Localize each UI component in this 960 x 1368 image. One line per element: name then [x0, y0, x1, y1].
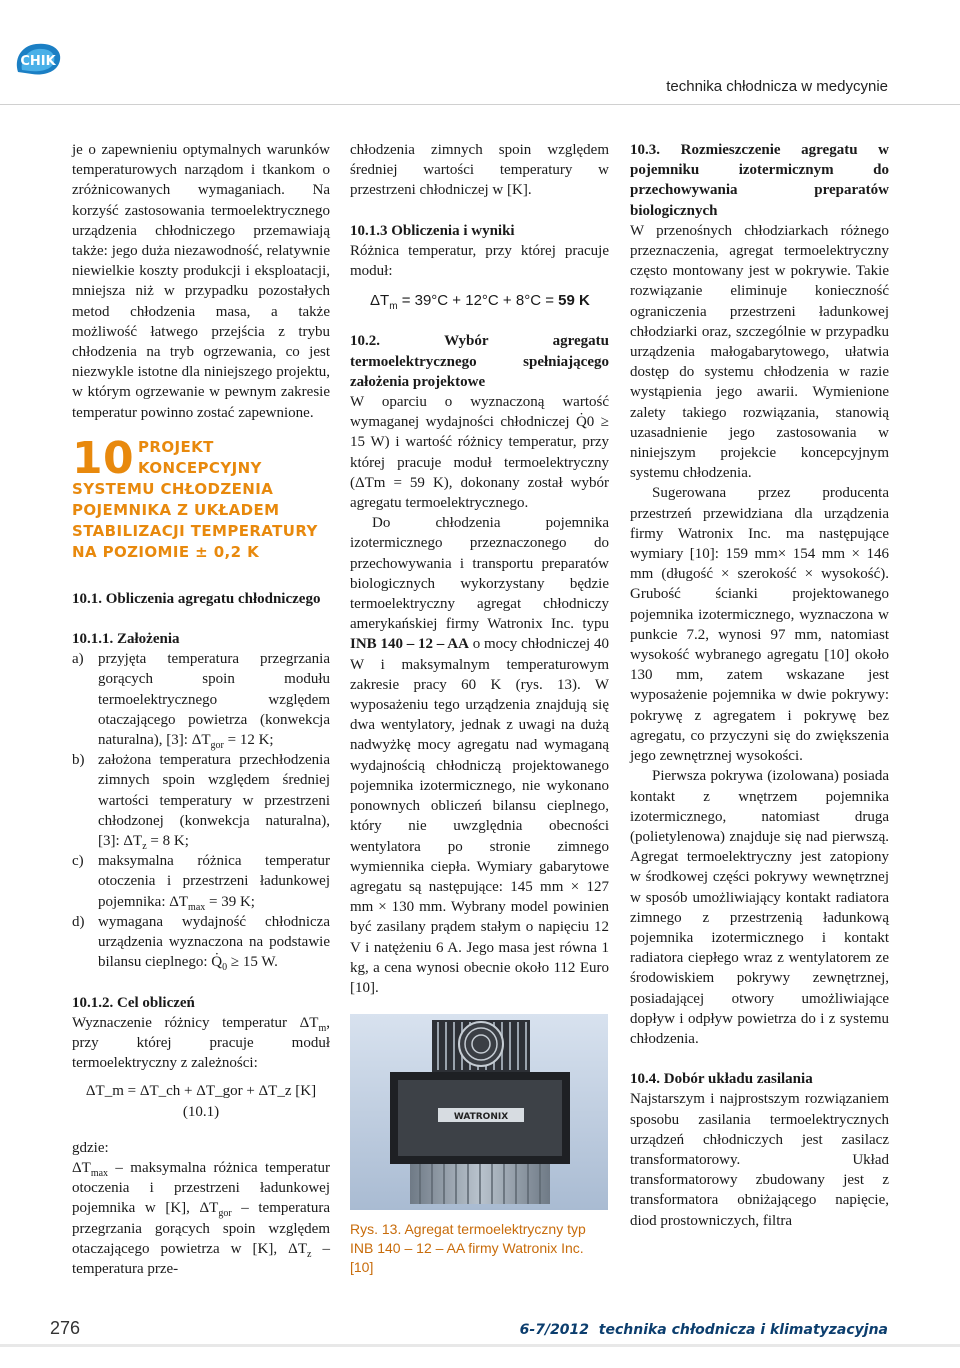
figure-caption: Rys. 13. Agregat termoelektryczny typ INB 140 – 12 – AA firmy Watronix Inc. [10]: [350, 1221, 586, 1276]
subheading: 10.1.3 Obliczenia i wyniki: [350, 222, 515, 239]
paragraph: Wyznaczenie różnicy temperatur $\Delta T_m$, przy której pracuje moduł termoelektryczny z zależności:: [72, 1014, 330, 1072]
journal-name: technika chłodnicza i klimatyzacyjna: [598, 1322, 888, 1338]
subheading: 10.1. Obliczenia agregatu chłodniczego: [72, 590, 321, 607]
section-rubric: technika chłodnicza w medycynie: [666, 78, 888, 95]
paragraph: Sugerowana przez producenta przestrzeń przewidziana dla urządzenia firmy Watronix Inc. ma następujące wymiary [10]: 159 mm× 154 mm × 146 mm (długość × szerokość × wysokość). Grubość ścianki projektowanego pojemnika izotermicznego, wyznaczona w punkcie 7.2, wynosi 97 mm, natomiast wysokość wybranego agregatu [10] około 130 mm, zatem wskazane jest wyposażenie pojemnika w dwie pokrywy: pokrywę z agregatem i pokrywę bez agregatu, co przyczyni się do zwiększenia jego zewnętrznej wysokości.: [630, 485, 889, 765]
paragraph: chłodzenia zimnych spoin względem średniej wartości temperatury w przestrzeni chłodniczej w [K].: [350, 142, 609, 199]
paragraph: je o zapewnieniu optymalnych warunków temperaturowych narządom i tkankom o zróżnicowanych wymaganiach. Na korzyść zastosowania termoelektrycznego urządzenia chłodniczego przemawiają także: jego duża niezawodność, relatywnie niewielkie koszty produkcji i eksploatacji, mniejsza niż w przypadku pozostałych metod chłodzenia masa, a także możliwość łatwego przejścia z trybu chłodzenia na tryb ogrzewania, co jest niezwykle istotne dla niniejszego projektu, w którym ogrzewanie w pewnym zakresie temperatur powinno zostać zapewnione.: [72, 142, 330, 421]
result-equation: $\Delta T_m = 39^\circ C + 12^\circ C + 8^\circ C = 59$ K: [370, 292, 590, 313]
footer-title: [520, 1322, 888, 1338]
definitions: $\Delta T_{max}$ – maksymalna różnica temperatur otoczenia i przestrzeni ładunkowej pojemnika w [K], $\Delta T_{gor}$ – temperatura przegrzania gorących spoin względem otaczającego powietrza w [K], $\Delta T_z$ – temperatura prze-: [72, 1159, 331, 1277]
column-1: [72, 140, 330, 1279]
page-number: 276: [50, 1318, 81, 1338]
issue-number: 6-7/2012: [519, 1322, 590, 1338]
logo-text: CHIK: [20, 54, 56, 69]
paragraph: Najstarszym i najprostszym rozwiązaniem sposobu zasilania termoelektrycznych urządzeń chłodniczych jest zasilacz transformatorowy. Układ transformatorowy zbudowany jest z transformatora obniżającego napięcie, diod prostowniczych, filtra: [630, 1091, 889, 1229]
paragraph: W przenośnych chłodziarkach różnego przeznaczenia, agregat termoelektryczny często montowany jest w pokrywie. Takie rozwiązanie eliminuje konieczność ograniczenia przestrzeni ładunkowej chłodziarki oraz, szczególnie w przypadku urządzenia małogabarytowego, ułatwia dostęp do systemu chłodzenia w razie wystąpienia jego awarii. Wymienione zalety takiego rozwiązania, stanowią uzasadnienie jego zastosowania w niniejszym projekcie koncepcyjnym systemu chłodzenia.: [630, 222, 889, 482]
list-item: a) przyjęta temperatura przegrzania gorących spoin modułu termoelektrycznego względem otaczającego powietrza (konwekcja naturalna), [3]: $\Delta T_{gor} = 12$ K;: [72, 651, 330, 752]
subheading: 10.4. Dobór układu zasilania: [630, 1071, 813, 1088]
paragraph: Różnica temperatur, przy której pracuje moduł:: [350, 242, 609, 280]
list-item: b) założona temperatura przechłodzenia zimnych spoin względem średniej wartości temperatury w przestrzeni chłodzonej (konwekcja naturalna), [3]: $\Delta T_z = 8$ K;: [72, 752, 330, 853]
footer-rule: [0, 1344, 960, 1347]
paragraph: W oparciu o wyznaczoną wartość wymaganej wydajności chłodniczej Q̇0 ≥ 15 W) i wartość różnicy temperatur, przy której pracuje moduł termoelektryczny (ΔTm = 59 K), dokonany został wybór agregatu termoelektrycznego.: [350, 394, 609, 512]
figure-13-photo: [350, 1014, 608, 1210]
list-item: d) wymagana wydajność chłodnicza urządzenia wyznaczona na podstawie bilansu cieplnego: $Q̇_0 \ge 15$ W.: [72, 913, 330, 974]
subheading: 10.1.2. Cel obliczeń: [72, 994, 195, 1011]
list-item: c) maksymalna różnica temperatur otoczenia i przestrzeni ładunkowej pojemnika: $\Delta T_{max} = 39$ K;: [72, 853, 330, 913]
column-3: [630, 140, 889, 1231]
paragraph: gdzie:: [72, 1139, 109, 1156]
subheading: 10.1.1. Założenia: [72, 631, 180, 648]
subheading: 10.3. Rozmieszczenie agregatu w pojemniku izotermicznym do przechowywania preparatów biologicznych: [630, 142, 889, 219]
magazine-logo: [14, 42, 62, 76]
label-plate-text: WATRONIX: [453, 1112, 509, 1123]
section-number: 10: [72, 432, 135, 484]
header-rule: [0, 104, 960, 105]
section-title: PROJEKT KONCEPCYJNY SYSTEMU CHŁODZENIA POJEMNIKA Z UKŁADEM STABILIZACJI TEMPERATURY NA POZIOMIE ± 0,2 K: [72, 437, 318, 561]
section-heading: [72, 432, 330, 563]
column-2: [350, 140, 609, 1277]
paragraph: Do chłodzenia pojemnika izotermicznego przeznaczonego do przechowywania i transportu preparatów biologicznych wykorzystany będzie termoelektryczny agregat chłodniczy amerykańskiej firmy Watronix Inc. typu INB 140 – 12 – AA o mocy chłodniczej 40 W i maksymalnym temperaturowym zakresie pracy 60 K (rys. 13). W wyposażeniu tego urządzenia znajdują się dwa wentylatory, jednak z uwagi na dużą nadwyżkę mocy agregatu nad wymaganą wydajnością chłodniczą projektowanego pojemnika izotermicznego, nie wykonano ponownych obliczeń bilansu cieplnego, który nie uwzględnia obecności wentylatora po stronie zimnego wymiennika ciepła. Wymiary gabarytowe agregatu są następujące: 145 mm × 127 mm × 130 mm. Wybrany model powinien być zasilany prądem stałym o napięciu 12 V i natężeniu 6 A. Jego masa jest równa 1 kg, a cena wynosi obecnie około 112 Euro [10].: [350, 515, 609, 996]
equation-10-1: ΔT_m = ΔT_ch + ΔT_gor + ΔT_z [K] (10.1): [85, 1083, 317, 1120]
subheading: 10.2. Wybór agregatu termoelektrycznego spełniającego założenia projektowe: [350, 333, 609, 390]
paragraph: Pierwsza pokrywa (izolowana) posiada kontakt z wnętrzem pojemnika izotermicznego, natomiast druga (polietylenowa) znajduje się nad pierwszą. Agregat termoelektryczny jest zatopiony w środkowej części pokrywy wewnętrznej w sposób umożliwiający kontakt radiatora zimnego z przestrzenią ładunkową pojemnika izotermicznego i kontakt radiatora ciepłego wraz z wentylatorem ze środowiskiem pokrywy zewnętrznej, posiadającej otwory umożliwiające dopływ i odpływ powietrza do i z systemu chłodzenia.: [630, 768, 889, 1047]
assumptions-list: [72, 649, 330, 972]
